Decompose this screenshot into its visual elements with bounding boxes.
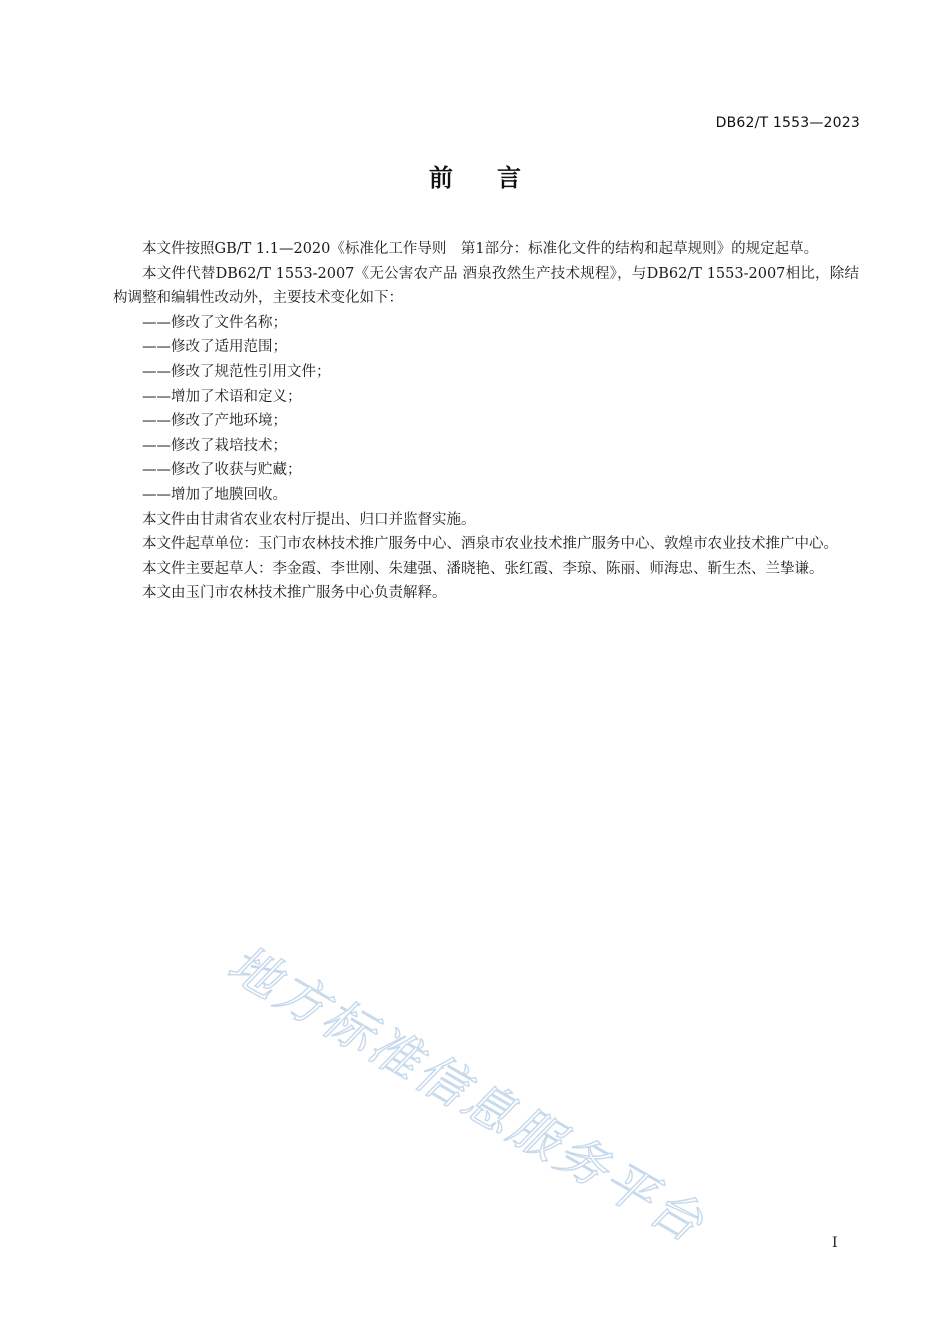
paragraph-interpretation: 本文由玉门市农林技术推广服务中心负责解释。 (142, 585, 447, 602)
change-item: ——修改了收获与贮藏； (142, 462, 302, 479)
document-code: DB62/T 1553—2023 (715, 115, 860, 131)
change-item: ——修改了规范性引用文件； (142, 363, 331, 380)
page-number: I (832, 1235, 838, 1251)
paragraph-drafting-units: 本文件起草单位：玉门市农林技术推广服务中心、酒泉市农业技术推广服务中心、敦煌市农业技术推广中心。 (142, 536, 838, 553)
change-item: ——增加了术语和定义； (142, 388, 302, 405)
paragraph-drafters: 本文件主要起草人：李金霞、李世刚、朱建强、潘晓艳、张红霞、李琼、陈丽、师海忠、靳生杰、兰挚谦。 (142, 560, 824, 577)
paragraph-proposer: 本文件由甘肃省农业农村厅提出、归口并监督实施。 (142, 511, 476, 528)
page-title: 前言 (429, 164, 565, 192)
paragraph-drafting-rules: 本文件按照GB/T 1.1—2020《标准化工作导则 第1部分：标准化文件的结构和起草规则》的规定起草。 (142, 241, 819, 257)
foreword-body (113, 237, 859, 606)
paragraph-replacement: 本文件代替DB62/T 1553-2007《无公害农产品 酒泉孜然生产技术规程》，与DB62/T 1553-2007相比，除结构调整和编辑性改动外，主要技术变化如下： (113, 265, 859, 307)
change-item: ——增加了地膜回收。 (142, 486, 287, 503)
change-item: ——修改了栽培技术； (142, 437, 287, 454)
change-item: ——修改了文件名称； (142, 314, 287, 331)
watermark: 地方标准信息服务平台 (218, 934, 716, 1255)
change-item: ——修改了适用范围； (142, 339, 287, 356)
change-item: ——修改了产地环境； (142, 413, 287, 430)
